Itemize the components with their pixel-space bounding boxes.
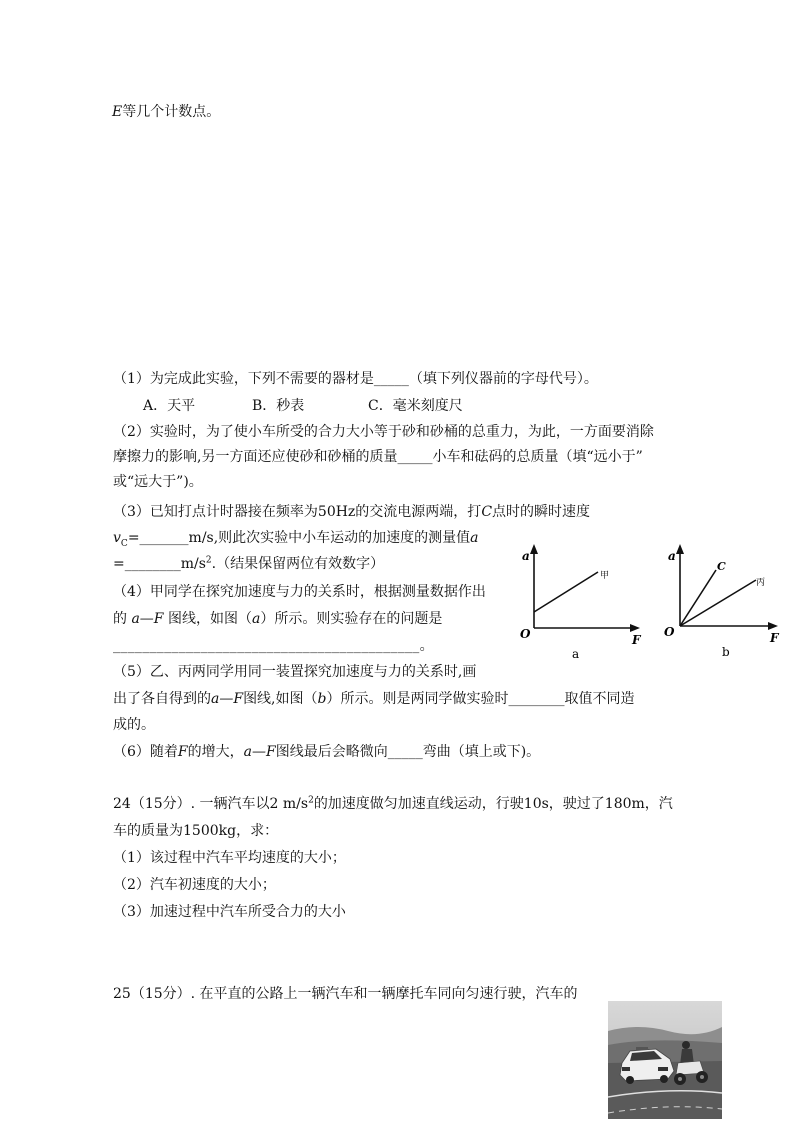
problem-24-item-1: （1）该过程中汽车平均速度的大小； xyxy=(113,850,346,866)
intro-text: 等几个计数点。 xyxy=(122,104,221,120)
q5-var: a—F xyxy=(211,691,244,707)
question-4-answer-blank: __________________________________________。 xyxy=(113,638,434,654)
question-5-line-2 xyxy=(113,689,634,709)
option-c: C．毫米刻度尺 xyxy=(368,398,463,414)
question-6 xyxy=(113,742,540,762)
question-1: （1）为完成此实验，下列不需要的器材是_____（填下列仪器前的字母代号）。 xyxy=(113,371,598,387)
q6-text-b: 的增大， xyxy=(187,744,244,760)
q3-point-c: C xyxy=(481,504,493,520)
graph-b-line-c xyxy=(680,570,716,626)
q4-text-a: 的 xyxy=(113,611,132,627)
question-2-line-2: 摩擦力的影响,另一方面还应使砂和砂桶的质量_____小车和砝码的总质量（填“远小于” xyxy=(113,449,643,465)
problem-24-item-2: （2）汽车初速度的大小； xyxy=(113,877,276,893)
graph-a-y-arrow xyxy=(530,544,538,554)
q4-text-b: 图线，如图（ xyxy=(163,611,252,627)
graph-a-line-label: 甲 xyxy=(600,571,610,581)
question-2-line-1: （2）实验时，为了使小车所受的合力大小等于砂和砂桶的总重力，为此，一方面要消除 xyxy=(113,424,654,440)
q4-fig: a xyxy=(251,611,261,627)
q3-acceleration-symbol: a xyxy=(470,530,479,546)
p24-superscript: 2 xyxy=(308,795,314,806)
graph-b-line-bing xyxy=(680,580,756,626)
rider-helmet-shape xyxy=(682,1041,690,1049)
question-3-line-1 xyxy=(113,502,590,522)
graph-b-x-label: F xyxy=(770,631,779,645)
problem-25-line-1: 25（15分）. 在平直的公路上一辆汽车和一辆摩托车同向匀速行驶，汽车的 xyxy=(113,986,578,1002)
graph-b-line1-label: C xyxy=(717,560,726,573)
option-b: B．秒表 xyxy=(252,398,305,414)
question-2-line-3: 或“远大于”)。 xyxy=(113,474,203,490)
q5-text-c: ）所示。则是两同学做实验时________取值不同造 xyxy=(326,691,635,707)
q3-text-a: （3）已知打点计时器接在频率为50Hz的交流电源两端，打 xyxy=(113,504,482,520)
q3-velocity-symbol: v xyxy=(113,530,121,546)
q3-unit-superscript: 2 xyxy=(205,555,212,566)
graph-a xyxy=(512,540,652,662)
graph-b-line2-label: 丙 xyxy=(756,578,766,588)
question-3-line-2 xyxy=(113,528,479,548)
question-3-line-3 xyxy=(113,554,384,574)
graph-a-x-label: F xyxy=(632,633,641,647)
graph-a-origin: O xyxy=(520,627,531,641)
option-a: A．天平 xyxy=(143,398,196,414)
q5-text-a: 出了各自得到的 xyxy=(113,691,211,707)
question-5-line-1: （5）乙、丙两同学用同一装置探究加速度与力的关系时,画 xyxy=(113,664,477,680)
intro-line xyxy=(112,102,220,122)
q6-text-a: （6）随着 xyxy=(113,744,178,760)
graph-a-caption: a xyxy=(572,647,580,661)
q4-var: a—F xyxy=(131,611,164,627)
graph-b-origin: O xyxy=(664,625,675,639)
graph-a-y-label: a xyxy=(522,549,530,563)
p24-text-b: 的加速度做匀加速直线运动，行驶10s，驶过了180m，汽 xyxy=(313,796,673,812)
q3-velocity-subscript: C xyxy=(120,538,128,549)
q5-fig: b xyxy=(317,691,327,707)
graph-a-x-arrow xyxy=(630,624,640,632)
q3-line3-text-a: =________m/s xyxy=(113,556,206,572)
q3-text-b: 点时的瞬时速度 xyxy=(492,504,591,520)
q4-text-c: ）所示。则实验存在的问题是 xyxy=(260,611,443,627)
problem-24-line-1 xyxy=(113,794,673,814)
problem-24-line-2: 车的质量为1500kg，求： xyxy=(113,823,279,839)
question-5-line-3: 成的。 xyxy=(113,717,155,733)
question-4-line-2 xyxy=(113,609,442,629)
graph-a-line xyxy=(534,572,598,612)
q6-var-f: F xyxy=(177,744,188,760)
graph-b-y-arrow xyxy=(676,544,684,554)
q6-var-af: a—F xyxy=(243,744,276,760)
graph-b-caption: b xyxy=(722,645,730,659)
graph-b-y-label: a xyxy=(668,549,676,563)
problem-24-item-3: （3）加速过程中汽车所受合力的大小 xyxy=(113,904,346,920)
q3-line2-text: =_______m/s,则此次实验中小车运动的加速度的测量值 xyxy=(127,530,471,546)
graph-b xyxy=(660,540,790,662)
q6-text-c: 图线最后会略微向_____弯曲（填上或下)。 xyxy=(275,744,541,760)
p24-text-a: 24（15分）. 一辆汽车以2 m/s xyxy=(113,796,309,812)
car-motorcycle-photo xyxy=(608,1001,722,1119)
question-4-line-1: （4）甲同学在探究加速度与力的关系时，根据测量数据作出 xyxy=(113,584,486,600)
graph-b-x-arrow xyxy=(768,622,778,630)
intro-letter: E xyxy=(112,104,123,120)
q5-text-b: 图线,如图（ xyxy=(243,691,318,707)
q3-line3-text-b: .（结果保留两位有效数字） xyxy=(211,556,385,572)
